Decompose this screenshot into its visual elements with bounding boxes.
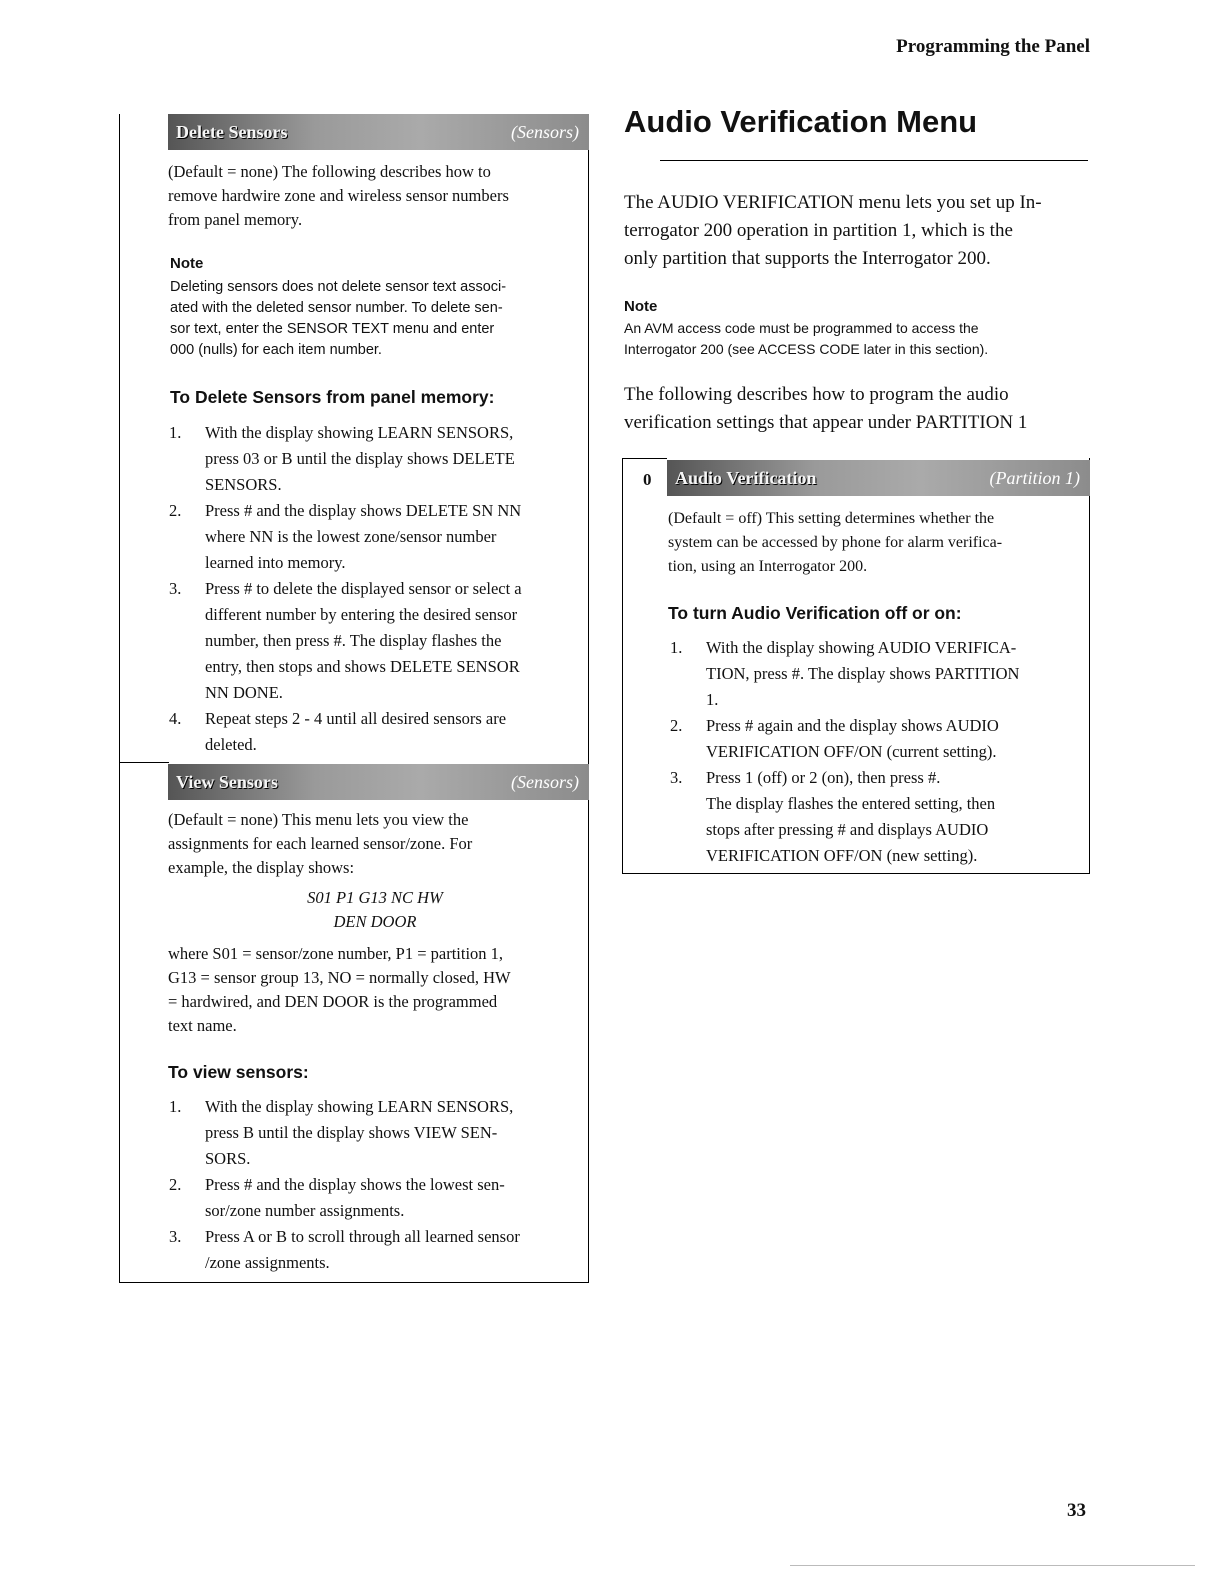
text-line: SENSORS. (205, 475, 282, 494)
menu-bar-category: (Sensors) (511, 772, 579, 792)
list-item (169, 706, 589, 758)
note-heading: Note (170, 255, 204, 272)
text-line: Press A or B to scroll through all learned sensor (205, 1227, 520, 1246)
text-line: 1. (706, 690, 719, 709)
text-line: assignments for each learned sensor/zone. For (168, 834, 473, 853)
view-sensors-explanation (168, 942, 588, 1038)
divider (623, 458, 667, 459)
list-item (169, 420, 589, 498)
view-sensors-intro (168, 808, 588, 880)
text-line: stops after pressing # and displays AUDIO (706, 820, 989, 839)
list-item (670, 713, 1088, 765)
menu-bar-category: (Partition 1) (989, 468, 1080, 488)
text-line: DEN DOOR (333, 912, 417, 931)
menu-number: 0 (643, 470, 652, 489)
menu-bar-title: View Sensors (176, 772, 278, 792)
text-line: learned into memory. (205, 553, 346, 572)
menu-bar-title: Audio Verification (675, 468, 817, 488)
text-line: Press # again and the display shows AUDIO (706, 716, 999, 735)
text-line: 000 (nulls) for each item number. (170, 342, 382, 358)
text-line: Press # and the display shows DELETE SN NN (205, 501, 522, 520)
menu-bar-category: (Sensors) (511, 122, 579, 142)
text-line: Press # and the display shows the lowest sen- (205, 1175, 505, 1194)
text-line: The AUDIO VERIFICATION menu lets you set up In- (624, 192, 1042, 213)
text-line: remove hardwire zone and wireless sensor numbers (168, 186, 509, 205)
text-line: VERIFICATION OFF/ON (new setting). (706, 846, 978, 865)
delete-sensors-intro (168, 160, 588, 232)
text-line: An AVM access code must be programmed to access the (624, 320, 979, 336)
text-line: ated with the deleted sensor number. To delete sen- (170, 300, 503, 316)
text-line: only partition that supports the Interrogator 200. (624, 248, 991, 269)
text-line: (Default = none) This menu lets you view the (168, 810, 469, 829)
view-steps-list (169, 1094, 589, 1276)
text-line: sor/zone number assignments. (205, 1201, 405, 1220)
text-line: (Default = off) This setting determines whether the (668, 510, 995, 527)
menu-bar-title: Delete Sensors (176, 122, 288, 142)
delete-sensors-note (170, 277, 586, 361)
text-line: where NN is the lowest zone/sensor number (205, 527, 497, 546)
audio-menu-note (624, 318, 1094, 360)
text-line: different number by entering the desired sensor (205, 605, 518, 624)
audio-steps-list (670, 635, 1088, 869)
list-item (169, 1224, 589, 1276)
list-item (670, 765, 1088, 869)
step-number: 4. (169, 709, 182, 728)
text-line: number, then press #. The display flashes the (205, 631, 502, 650)
text-line: entry, then stops and shows DELETE SENSOR (205, 657, 520, 676)
display-example (170, 886, 580, 934)
view-procedure-heading: To view sensors: (168, 1062, 309, 1082)
step-number: 3. (169, 1227, 182, 1246)
page-number: 33 (1067, 1500, 1086, 1521)
text-line: example, the display shows: (168, 858, 355, 877)
delete-steps-list (169, 420, 589, 758)
text-line: The display flashes the entered setting, then (706, 794, 996, 813)
step-number: 3. (670, 768, 683, 787)
footer-divider (790, 1565, 1195, 1566)
text-line: Press # to delete the displayed sensor or select a (205, 579, 522, 598)
text-line: = hardwired, and DEN DOOR is the programmed (168, 992, 498, 1011)
text-line: where S01 = sensor/zone number, P1 = partition 1, (168, 944, 504, 963)
step-number: 2. (169, 501, 182, 520)
text-line: sor text, enter the SENSOR TEXT menu and enter (170, 321, 495, 337)
delete-sensors-menu-bar (168, 114, 589, 150)
audio-verification-menu-bar (667, 460, 1090, 496)
text-line: /zone assignments. (205, 1253, 330, 1272)
text-line: With the display showing LEARN SENSORS, (205, 423, 514, 442)
list-item (169, 1094, 589, 1172)
text-line: SORS. (205, 1149, 251, 1168)
delete-procedure-heading: To Delete Sensors from panel memory: (170, 387, 495, 407)
text-line: TION, press #. The display shows PARTITION (706, 664, 1020, 683)
list-item (169, 498, 589, 576)
text-line: (Default = none) The following describes how to (168, 162, 491, 181)
text-line: deleted. (205, 735, 257, 754)
text-line: With the display showing AUDIO VERIFICA- (706, 638, 1017, 657)
running-header: Programming the Panel (896, 36, 1090, 57)
divider (119, 762, 169, 763)
text-line: system can be accessed by phone for alarm verifica- (668, 534, 1003, 551)
text-line: verification settings that appear under PARTITION 1 (624, 412, 1028, 433)
note-heading: Note (624, 298, 658, 315)
list-item (169, 1172, 589, 1224)
text-line: Interrogator 200 (see ACCESS CODE later in this section). (624, 341, 989, 357)
step-number: 1. (169, 423, 182, 442)
text-line: G13 = sensor group 13, NO = normally closed, HW (168, 968, 511, 987)
text-line: from panel memory. (168, 210, 303, 229)
audio-menu-following (624, 381, 1094, 437)
list-item (169, 576, 589, 706)
text-line: The following describes how to program the audio (624, 384, 1009, 405)
list-item (670, 635, 1088, 713)
audio-verification-intro (668, 507, 1086, 579)
text-line: tion, using an Interrogator 200. (668, 558, 868, 575)
audio-menu-intro (624, 189, 1094, 273)
text-line: NN DONE. (205, 683, 283, 702)
text-line: text name. (168, 1016, 237, 1035)
step-number: 1. (169, 1097, 182, 1116)
text-line: terrogator 200 operation in partition 1, which is the (624, 220, 1013, 241)
text-line: S01 P1 G13 NC HW (307, 888, 443, 907)
step-number: 2. (169, 1175, 182, 1194)
text-line: VERIFICATION OFF/ON (current setting). (706, 742, 997, 761)
text-line: Repeat steps 2 - 4 until all desired sensors are (205, 709, 507, 728)
text-line: With the display showing LEARN SENSORS, (205, 1097, 514, 1116)
title-divider (660, 160, 1088, 161)
text-line: Deleting sensors does not delete sensor text associ- (170, 279, 507, 295)
audio-procedure-heading: To turn Audio Verification off or on: (668, 603, 962, 623)
text-line: Press 1 (off) or 2 (on), then press #. (706, 768, 941, 787)
page-title: Audio Verification Menu (624, 104, 978, 139)
text-line: press B until the display shows VIEW SEN- (205, 1123, 498, 1142)
view-sensors-menu-bar (168, 764, 589, 800)
step-number: 2. (670, 716, 683, 735)
text-line: press 03 or B until the display shows DELETE (205, 449, 515, 468)
step-number: 1. (670, 638, 683, 657)
step-number: 3. (169, 579, 182, 598)
